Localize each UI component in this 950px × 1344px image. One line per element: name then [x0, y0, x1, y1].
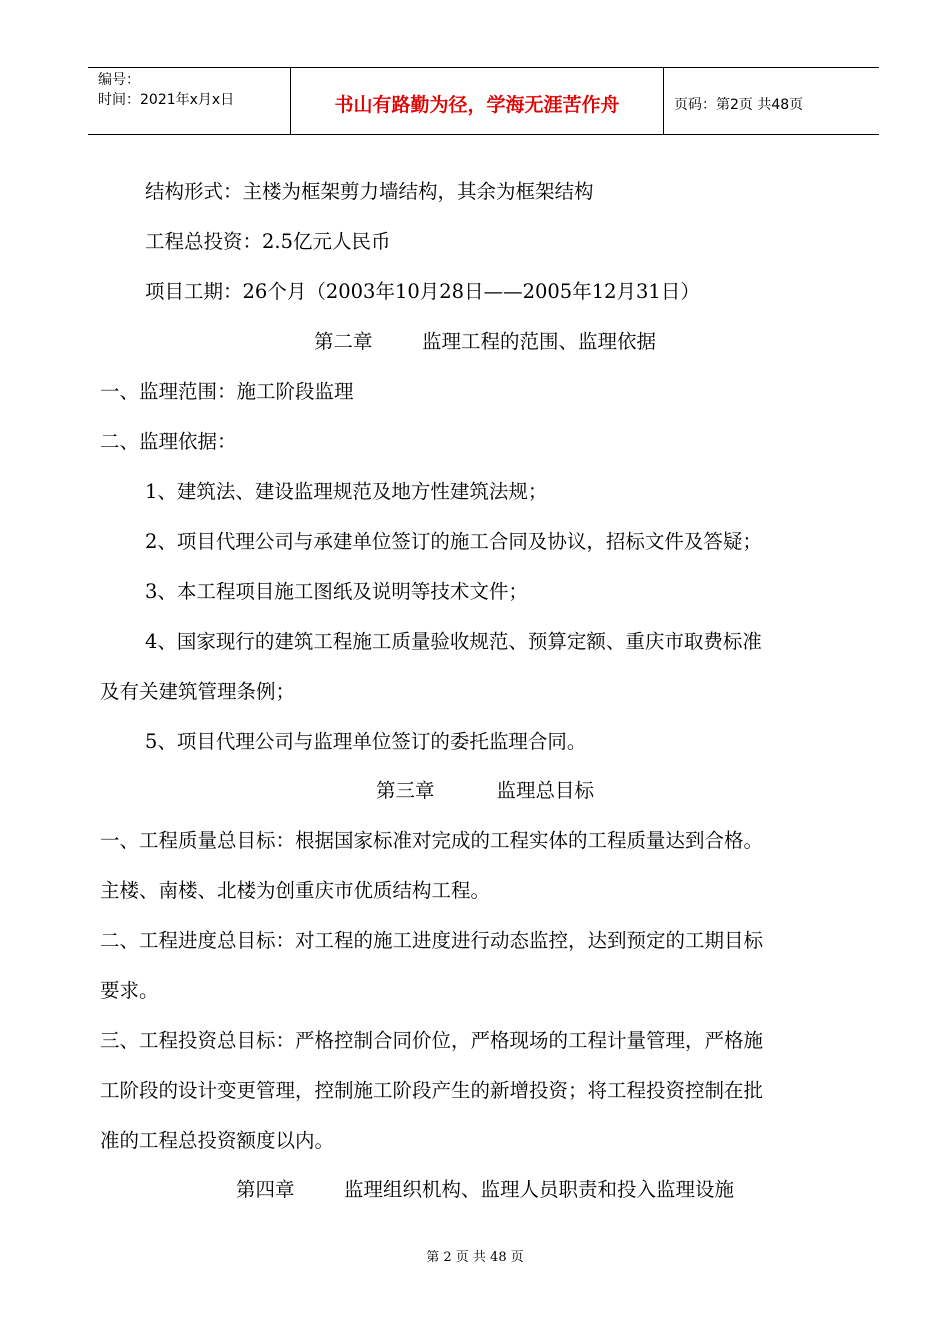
header-page-info: 页码：第2页 共48页	[674, 97, 804, 113]
duration-line: 项目工期：26个月（2003年10月28日——2005年12月31日）	[145, 280, 700, 303]
number-label: 编号：	[98, 72, 140, 88]
investment-goal-line: 三、工程投资总目标：严格控制合同价位，严格现场的工程计量管理，严格施	[100, 1029, 764, 1052]
investment-goal-cont-1: 工阶段的设计变更管理，控制施工阶段产生的新增投资；将工程投资控制在批	[100, 1079, 764, 1102]
basis-item-2: 2、项目代理公司与承建单位签订的施工合同及协议，招标文件及答疑；	[145, 530, 762, 553]
investment-line: 工程总投资：2.5亿元人民币	[145, 230, 391, 253]
page-header	[88, 67, 879, 135]
motto-text: 书山有路勤为径，学海无涯苦作舟	[334, 94, 620, 116]
schedule-goal-line: 二、工程进度总目标：对工程的施工进度进行动态监控，达到预定的工期目标	[100, 929, 764, 952]
header-motto-cell	[290, 68, 664, 134]
structure-form-line: 结构形式：主楼为框架剪力墙结构，其余为框架结构	[145, 180, 594, 203]
basis-item-5: 5、项目代理公司与监理单位签订的委托监理合同。	[145, 730, 587, 753]
basis-item-3: 3、本工程项目施工图纸及说明等技术文件；	[145, 580, 528, 603]
quality-goal-cont: 主楼、南楼、北楼为创重庆市优质结构工程。	[100, 879, 491, 902]
basis-item-4: 4、国家现行的建筑工程施工质量验收规范、预算定额、重庆市取费标准	[145, 630, 762, 653]
scope-line: 一、监理范围：施工阶段监理	[100, 380, 354, 403]
time-label: 时间：2021年x月x日	[98, 92, 235, 108]
chapter-3-heading: 第三章 监理总目标	[376, 779, 594, 802]
basis-item-1: 1、建筑法、建设监理规范及地方性建筑法规；	[145, 480, 548, 503]
basis-heading: 二、监理依据：	[100, 430, 237, 453]
basis-item-4-cont: 及有关建筑管理条例；	[100, 680, 296, 703]
header-left-cell	[88, 68, 290, 134]
investment-goal-cont-2: 准的工程总投资额度以内。	[100, 1129, 335, 1152]
page-footer: 第 2 页 共 48 页	[426, 1250, 524, 1265]
header-page-cell	[664, 68, 879, 134]
chapter-4-heading: 第四章 监理组织机构、监理人员职责和投入监理设施	[235, 1178, 735, 1201]
schedule-goal-cont: 要求。	[100, 979, 159, 1002]
quality-goal-line: 一、工程质量总目标：根据国家标准对完成的工程实体的工程质量达到合格。	[100, 829, 764, 852]
chapter-2-heading: 第二章 监理工程的范围、监理依据	[313, 330, 657, 353]
